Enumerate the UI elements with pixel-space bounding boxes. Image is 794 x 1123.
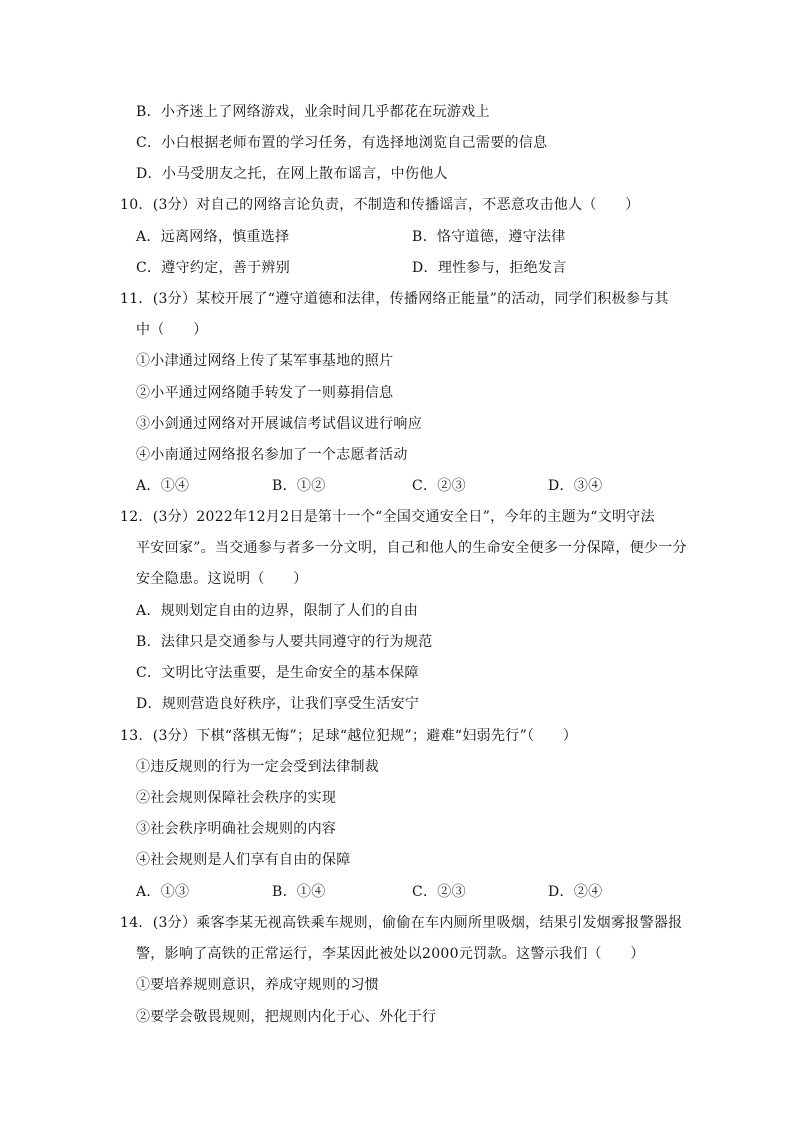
q9-option-d: D．小马受朋友之托，在网上散布谣言，中伤他人 (136, 166, 448, 182)
q9-option-b: B．小齐迷上了网络游戏，业余时间几乎都花在玩游戏上 (136, 104, 490, 120)
q12-option-c: C．文明比守法重要，是生命安全的基本保障 (136, 665, 419, 681)
q11-option-c: C．②③ (412, 478, 466, 494)
q14-stem-line1: 14．(3分）乘客李某无视高铁乘车规则，偷偷在车内厕所里吸烟，结果引发烟雾报警器报 (120, 915, 683, 931)
q14-stem-line2: 警，影响了高铁的正常运行，李某因此被处以2000元罚款。这警示我们（ ） (136, 946, 645, 962)
q12-stem-line1: 12．(3分）2022年12月2日是第十一个“全国交通安全日”，今年的主题为“文明守法 (120, 509, 655, 525)
q13-option-c: C．②③ (412, 884, 466, 900)
q12-stem-line2: 平安回家”。当交通参与者多一分文明，自己和他人的生命安全便多一分保障，便少一分 (136, 540, 687, 556)
q10-option-b: B．恪守道德，遵守法律 (412, 229, 566, 245)
q14-statement-2: ②要学会敬畏规则，把规则内化于心、外化于行 (136, 1009, 437, 1025)
q11-option-b: B．①② (272, 478, 326, 494)
q12-option-d: D．规则营造良好秩序，让我们享受生活安宁 (136, 696, 420, 712)
q13-statement-1: ①违反规则的行为一定会受到法律制裁 (136, 759, 380, 775)
q10-stem: 10．(3分）对自己的网络言论负责，不制造和传播谣言，不恶意攻击他人（ ） (120, 197, 640, 213)
q9-option-c: C．小白根据老师布置的学习任务，有选择地浏览自己需要的信息 (136, 135, 548, 151)
q13-option-a: A．①③ (136, 884, 190, 900)
q11-statement-2: ②小平通过网络随手转发了一则募捐信息 (136, 385, 394, 401)
q12-option-b: B．法律只是交通参与人要共同遵守的行为规范 (136, 634, 433, 650)
q10-option-a: A．远离网络，慎重选择 (136, 229, 290, 245)
q13-stem: 13．(3分）下棋“落棋无悔”；足球“越位犯规”；避难“妇弱先行”（ ） (120, 728, 578, 744)
q13-option-d: D．②④ (548, 884, 603, 900)
q14-statement-1: ①要培养规则意识，养成守规则的习惯 (136, 977, 380, 993)
q13-statement-4: ④社会规则是人们享有自由的保障 (136, 852, 351, 868)
q10-option-c: C．遵守约定，善于辨别 (136, 260, 291, 276)
q11-statement-1: ①小津通过网络上传了某军事基地的照片 (136, 353, 394, 369)
q11-statement-4: ④小南通过网络报名参加了一个志愿者活动 (136, 447, 408, 463)
q13-statement-3: ③社会秩序明确社会规则的内容 (136, 821, 337, 837)
q11-stem-line1: 11．(3分）某校开展了“遵守道德和法律，传播网络正能量”的活动，同学们积极参与其 (120, 291, 669, 307)
q11-statement-3: ③小剑通过网络对开展诚信考试倡议进行响应 (136, 416, 422, 432)
q12-option-a: A．规则划定自由的边界，限制了人们的自由 (136, 603, 419, 619)
q11-option-a: A．①④ (136, 478, 190, 494)
q13-statement-2: ②社会规则保障社会秩序的实现 (136, 790, 337, 806)
q10-option-d: D．理性参与，拒绝发言 (412, 260, 567, 276)
q13-option-b: B．①④ (272, 884, 326, 900)
q11-option-d: D．③④ (548, 478, 603, 494)
q12-stem-line3: 安全隐患。这说明（ ） (136, 571, 308, 587)
q11-stem-line2: 中（ ） (136, 322, 208, 338)
